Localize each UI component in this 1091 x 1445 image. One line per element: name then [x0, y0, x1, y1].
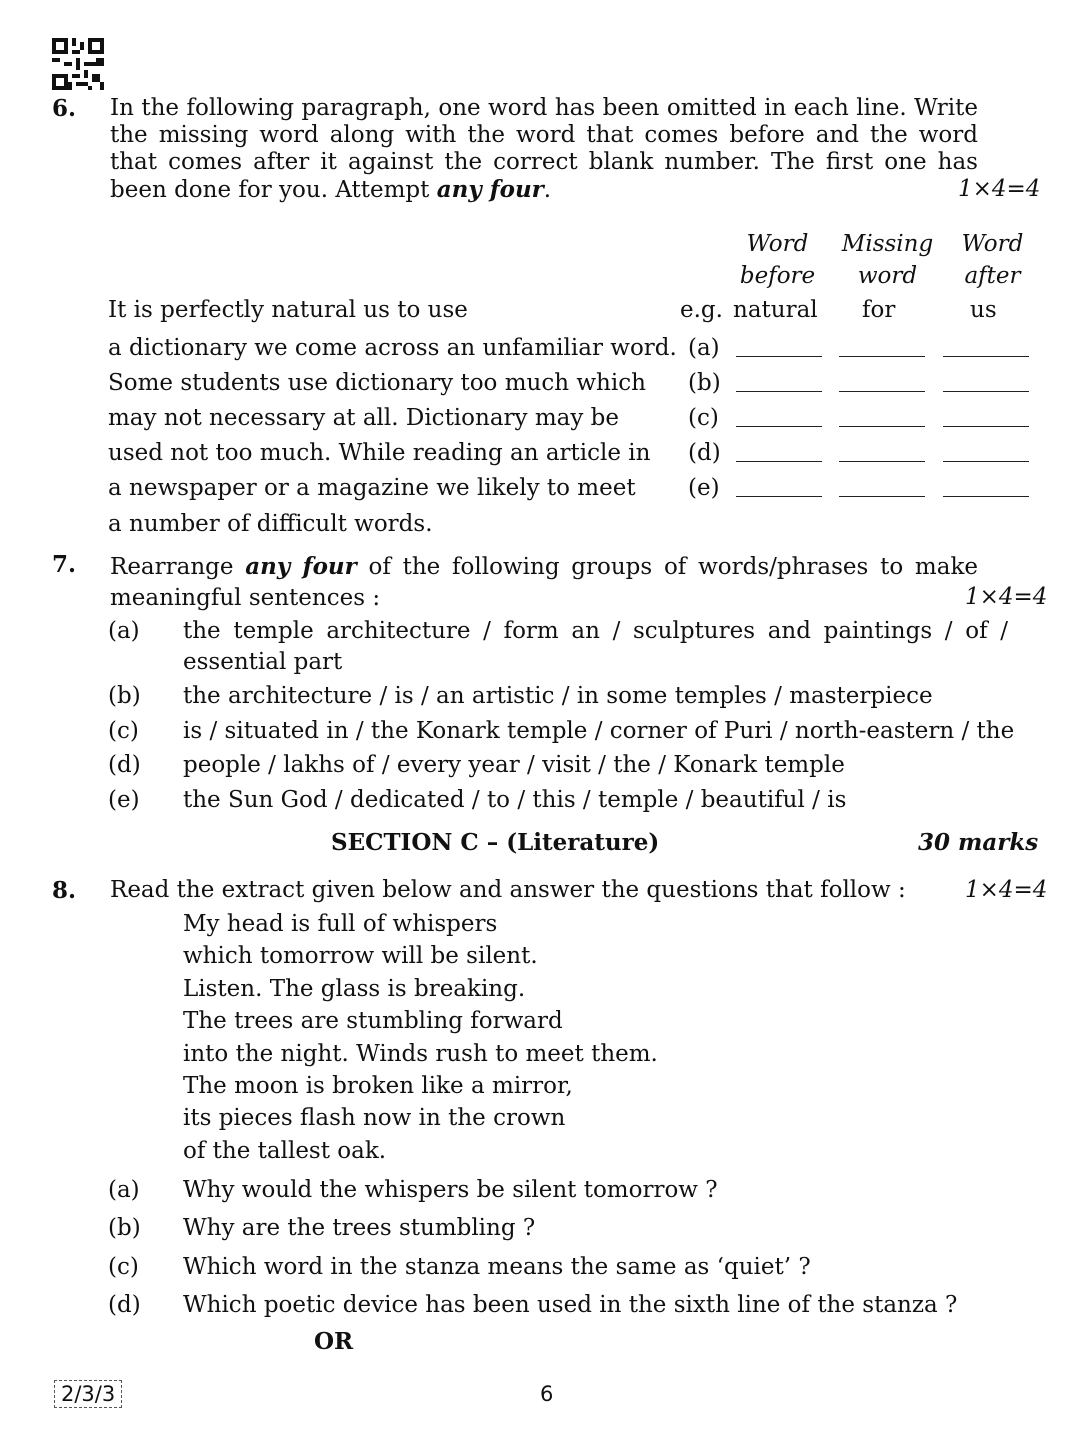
- emphasis: any four: [436, 176, 544, 203]
- column-header-word-after: Word after: [961, 231, 1024, 289]
- poem-line: of the tallest oak.: [183, 1138, 387, 1164]
- poem-line: Listen. The glass is breaking.: [183, 976, 526, 1002]
- question-text: Read the extract given below and answer the questions that follow :: [110, 877, 906, 903]
- rearrange-item: the temple architecture / form an / sculptures and paintings / of /: [183, 618, 1008, 644]
- poem-line: The moon is broken like a mirror,: [183, 1073, 573, 1099]
- item-label: (d): [108, 752, 141, 778]
- rearrange-item: people / lakhs of / every year / visit / the / Konark temple: [183, 752, 845, 778]
- question-label: (b): [108, 1215, 141, 1241]
- blank-word-before[interactable]: [736, 461, 822, 462]
- item-label: (e): [108, 787, 140, 813]
- blank-missing-word[interactable]: [839, 496, 925, 497]
- rearrange-item: the Sun God / dedicated / to / this / temple / beautiful / is: [183, 787, 847, 813]
- example-word-after: us: [970, 297, 997, 323]
- blank-missing-word[interactable]: [839, 356, 925, 357]
- question-text: In the following paragraph, one word has been omitted in each line. Write the missing word along with the word that comes before and the word that comes after it against the correct blank number. The first one has been done for you. Attempt any four.: [110, 95, 978, 203]
- paper-code: 2/3/3: [54, 1380, 122, 1408]
- question-label: (d): [108, 1292, 141, 1318]
- example-missing-word: for: [862, 297, 896, 323]
- blank-word-after[interactable]: [943, 496, 1029, 497]
- blank-word-before[interactable]: [736, 356, 822, 357]
- blank-missing-word[interactable]: [839, 391, 925, 392]
- line-label: (e): [688, 475, 720, 501]
- blank-word-before[interactable]: [736, 391, 822, 392]
- poem-line: into the night. Winds rush to meet them.: [183, 1041, 658, 1067]
- blank-word-before[interactable]: [736, 426, 822, 427]
- poem-line: My head is full of whispers: [183, 911, 498, 937]
- example-word-before: natural: [733, 297, 818, 323]
- line-label: (c): [688, 405, 719, 431]
- page-number: 6: [540, 1382, 554, 1406]
- blank-missing-word[interactable]: [839, 461, 925, 462]
- question-number: 7.: [52, 551, 77, 578]
- marks-label: 1×4=4: [958, 176, 1041, 202]
- line-label: e.g.: [680, 297, 723, 323]
- rearrange-item: the architecture / is / an artistic / in some temples / masterpiece: [183, 683, 933, 709]
- marks-label: 1×4=4: [965, 584, 1048, 610]
- column-header-missing-word: Missing word: [841, 231, 934, 289]
- passage-line: Some students use dictionary too much which: [108, 370, 646, 396]
- sub-question: Which poetic device has been used in the sixth line of the stanza ?: [183, 1292, 958, 1318]
- column-header-word-before: Word before: [739, 231, 816, 289]
- poem-line: its pieces flash now in the crown: [183, 1105, 566, 1131]
- section-title: SECTION C – (Literature): [331, 829, 660, 856]
- line-label: (d): [688, 440, 721, 466]
- rearrange-item: is / situated in / the Konark temple / corner of Puri / north-eastern / the: [183, 718, 1015, 744]
- rearrange-item-cont: essential part: [183, 649, 343, 675]
- question-number: 6.: [52, 95, 77, 122]
- blank-missing-word[interactable]: [839, 426, 925, 427]
- question-label: (c): [108, 1254, 139, 1280]
- passage-line: a dictionary we come across an unfamiliar word.: [108, 335, 677, 361]
- passage-line: a newspaper or a magazine we likely to meet: [108, 475, 636, 501]
- blank-word-after[interactable]: [943, 426, 1029, 427]
- blank-word-after[interactable]: [943, 461, 1029, 462]
- blank-word-after[interactable]: [943, 356, 1029, 357]
- marks-label: 1×4=4: [965, 877, 1048, 903]
- item-label: (a): [108, 618, 140, 644]
- sub-question: Why are the trees stumbling ?: [183, 1215, 536, 1241]
- passage-line: used not too much. While reading an article in: [108, 440, 651, 466]
- sub-question: Why would the whispers be silent tomorrow ?: [183, 1177, 718, 1203]
- qr-code-icon: [52, 38, 104, 90]
- item-label: (b): [108, 683, 141, 709]
- question-label: (a): [108, 1177, 140, 1203]
- poem-line: The trees are stumbling forward: [183, 1008, 563, 1034]
- poem-line: which tomorrow will be silent.: [183, 943, 538, 969]
- line-label: (a): [688, 335, 720, 361]
- passage-line: It is perfectly natural us to use: [108, 297, 468, 323]
- question-number: 8.: [52, 877, 77, 904]
- blank-word-after[interactable]: [943, 391, 1029, 392]
- section-marks: 30 marks: [918, 829, 1039, 856]
- item-label: (c): [108, 718, 139, 744]
- line-label: (b): [688, 370, 721, 396]
- or-separator: OR: [314, 1328, 354, 1355]
- blank-word-before[interactable]: [736, 496, 822, 497]
- emphasis: any four: [245, 553, 357, 580]
- question-text: Rearrange any four of the following groups of words/phrases to make meaningful sentences :: [110, 553, 978, 611]
- sub-question: Which word in the stanza means the same as ‘quiet’ ?: [183, 1254, 811, 1280]
- passage-line: may not necessary at all. Dictionary may be: [108, 405, 619, 431]
- passage-line: a number of difficult words.: [108, 511, 433, 537]
